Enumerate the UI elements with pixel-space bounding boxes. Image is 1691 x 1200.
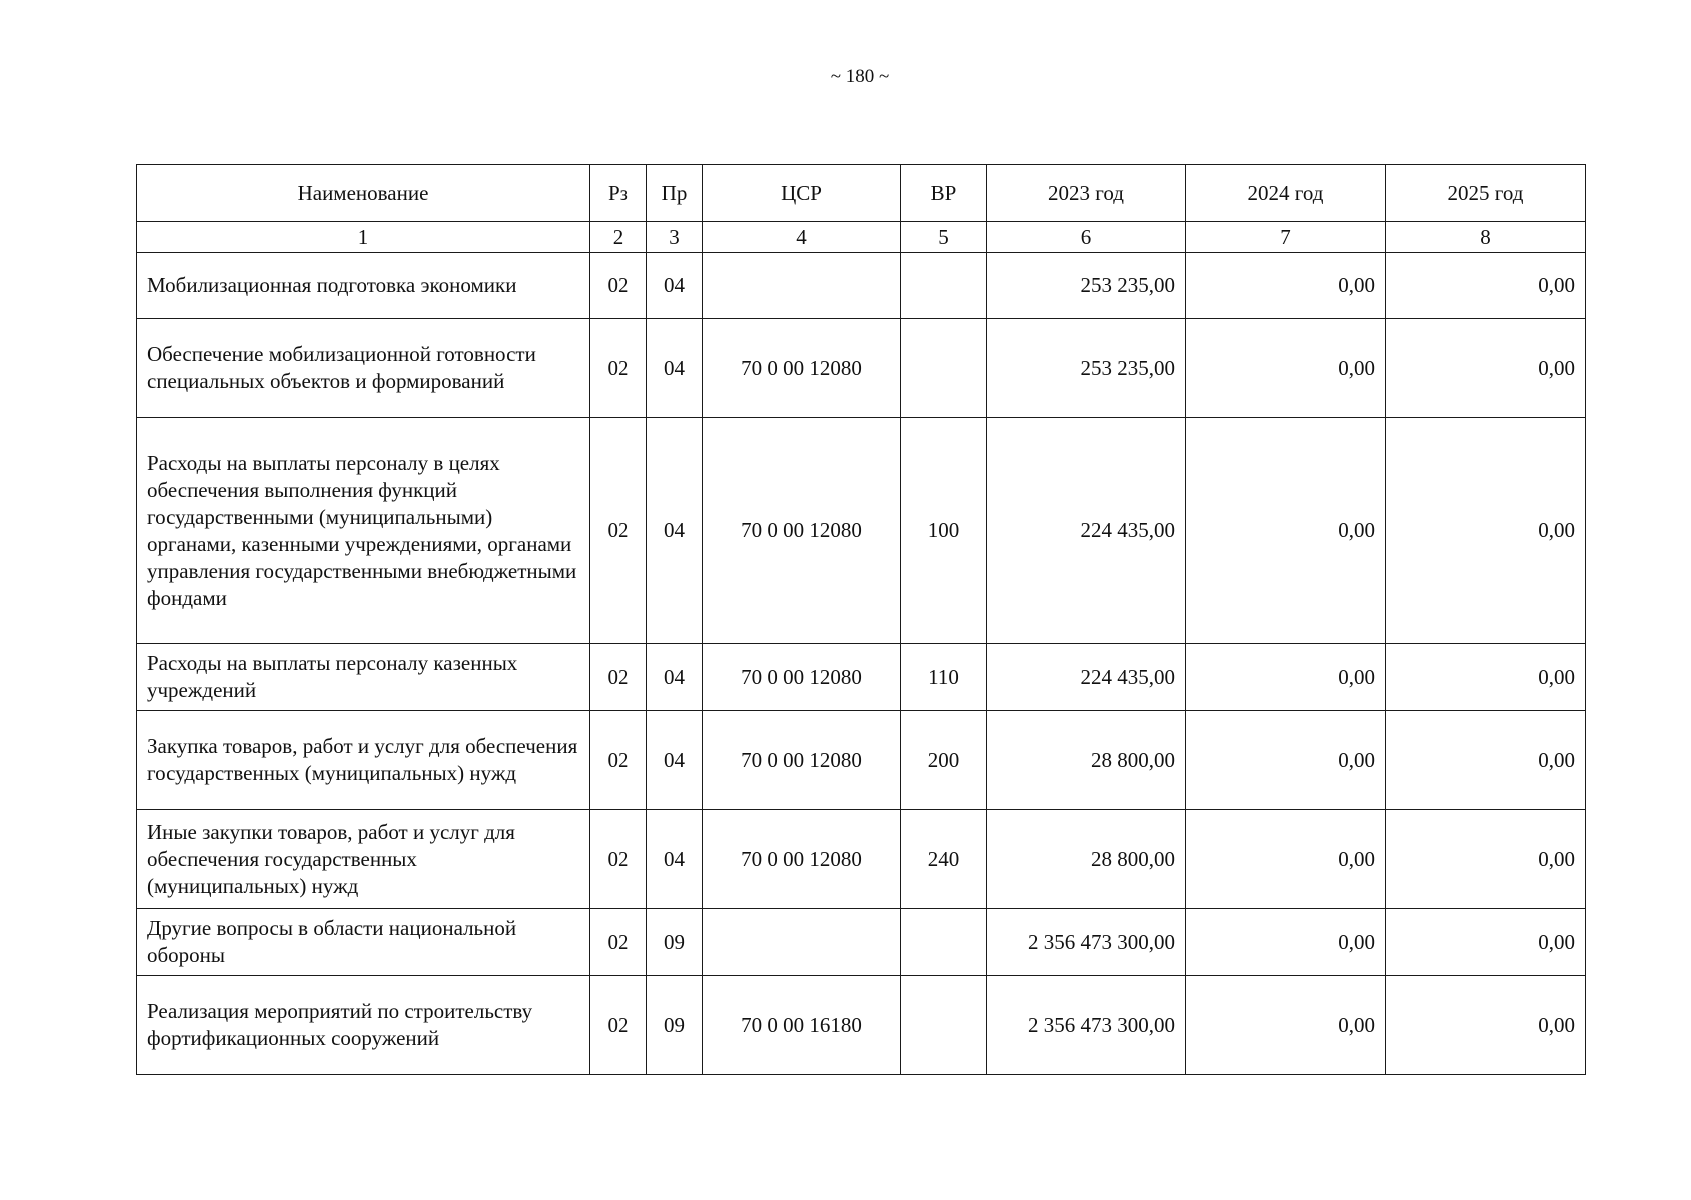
row-amount-2024: 0,00 [1186, 319, 1386, 418]
row-amount-2023: 28 800,00 [987, 711, 1186, 810]
column-number: 1 [137, 222, 590, 253]
row-amount-2025: 0,00 [1386, 711, 1586, 810]
row-pr: 04 [647, 418, 703, 644]
row-name: Расходы на выплаты персоналу казенных учреждений [137, 644, 590, 711]
row-name: Иные закупки товаров, работ и услуг для обеспечения государственных (муниципальных) нужд [137, 810, 590, 909]
row-amount-2024: 0,00 [1186, 976, 1386, 1075]
row-pr: 09 [647, 976, 703, 1075]
header-name: Наименование [137, 165, 590, 222]
row-vr: 110 [901, 644, 987, 711]
header-2025: 2025 год [1386, 165, 1586, 222]
row-amount-2025: 0,00 [1386, 253, 1586, 319]
row-amount-2025: 0,00 [1386, 909, 1586, 976]
row-rz: 02 [590, 253, 647, 319]
row-csr [703, 253, 901, 319]
row-name: Другие вопросы в области национальной обороны [137, 909, 590, 976]
row-name: Реализация мероприятий по строительству фортификационных сооружений [137, 976, 590, 1075]
row-vr [901, 976, 987, 1075]
row-csr: 70 0 00 12080 [703, 319, 901, 418]
row-pr: 04 [647, 319, 703, 418]
row-amount-2024: 0,00 [1186, 253, 1386, 319]
row-rz: 02 [590, 909, 647, 976]
row-csr: 70 0 00 12080 [703, 644, 901, 711]
header-csr: ЦСР [703, 165, 901, 222]
table-row [137, 976, 1586, 1075]
row-csr: 70 0 00 12080 [703, 711, 901, 810]
table-row [137, 909, 1586, 976]
header-rz: Рз [590, 165, 647, 222]
row-amount-2023: 2 356 473 300,00 [987, 909, 1186, 976]
row-pr: 04 [647, 253, 703, 319]
column-number: 2 [590, 222, 647, 253]
column-number: 4 [703, 222, 901, 253]
table-row [137, 810, 1586, 909]
column-number: 5 [901, 222, 987, 253]
row-vr: 240 [901, 810, 987, 909]
row-amount-2023: 2 356 473 300,00 [987, 976, 1186, 1075]
row-amount-2025: 0,00 [1386, 976, 1586, 1075]
row-rz: 02 [590, 810, 647, 909]
column-number: 8 [1386, 222, 1586, 253]
row-amount-2024: 0,00 [1186, 810, 1386, 909]
row-amount-2023: 253 235,00 [987, 253, 1186, 319]
row-amount-2024: 0,00 [1186, 644, 1386, 711]
row-rz: 02 [590, 418, 647, 644]
header-pr: Пр [647, 165, 703, 222]
column-number: 6 [987, 222, 1186, 253]
row-amount-2023: 224 435,00 [987, 644, 1186, 711]
row-amount-2024: 0,00 [1186, 711, 1386, 810]
table-row [137, 644, 1586, 711]
row-vr [901, 909, 987, 976]
row-amount-2023: 28 800,00 [987, 810, 1186, 909]
row-vr [901, 253, 987, 319]
row-rz: 02 [590, 976, 647, 1075]
row-amount-2025: 0,00 [1386, 319, 1586, 418]
row-csr [703, 909, 901, 976]
row-amount-2025: 0,00 [1386, 644, 1586, 711]
table-row [137, 253, 1586, 319]
row-pr: 09 [647, 909, 703, 976]
row-rz: 02 [590, 711, 647, 810]
row-amount-2025: 0,00 [1386, 418, 1586, 644]
table-row [137, 711, 1586, 810]
row-vr: 200 [901, 711, 987, 810]
row-name: Закупка товаров, работ и услуг для обеспечения государственных (муниципальных) нужд [137, 711, 590, 810]
row-vr [901, 319, 987, 418]
budget-table [136, 164, 1586, 1075]
row-name: Мобилизационная подготовка экономики [137, 253, 590, 319]
header-row [137, 165, 1586, 222]
row-vr: 100 [901, 418, 987, 644]
table-row [137, 418, 1586, 644]
row-amount-2024: 0,00 [1186, 418, 1386, 644]
header-2023: 2023 год [987, 165, 1186, 222]
row-name: Обеспечение мобилизационной готовности специальных объектов и формирований [137, 319, 590, 418]
row-csr: 70 0 00 16180 [703, 976, 901, 1075]
row-rz: 02 [590, 319, 647, 418]
row-amount-2024: 0,00 [1186, 909, 1386, 976]
column-number: 3 [647, 222, 703, 253]
table-row [137, 319, 1586, 418]
row-name: Расходы на выплаты персоналу в целях обеспечения выполнения функций государственными (муниципальными) органами, казенными учреждениями, органами управления государственными внебюджетными фондами [137, 418, 590, 644]
row-pr: 04 [647, 810, 703, 909]
column-number: 7 [1186, 222, 1386, 253]
row-csr: 70 0 00 12080 [703, 810, 901, 909]
row-amount-2025: 0,00 [1386, 810, 1586, 909]
header-2024: 2024 год [1186, 165, 1386, 222]
row-amount-2023: 253 235,00 [987, 319, 1186, 418]
row-amount-2023: 224 435,00 [987, 418, 1186, 644]
column-number-row [137, 222, 1586, 253]
page-number: ~ 180 ~ [830, 66, 890, 87]
row-pr: 04 [647, 644, 703, 711]
row-csr: 70 0 00 12080 [703, 418, 901, 644]
row-rz: 02 [590, 644, 647, 711]
header-vr: ВР [901, 165, 987, 222]
row-pr: 04 [647, 711, 703, 810]
